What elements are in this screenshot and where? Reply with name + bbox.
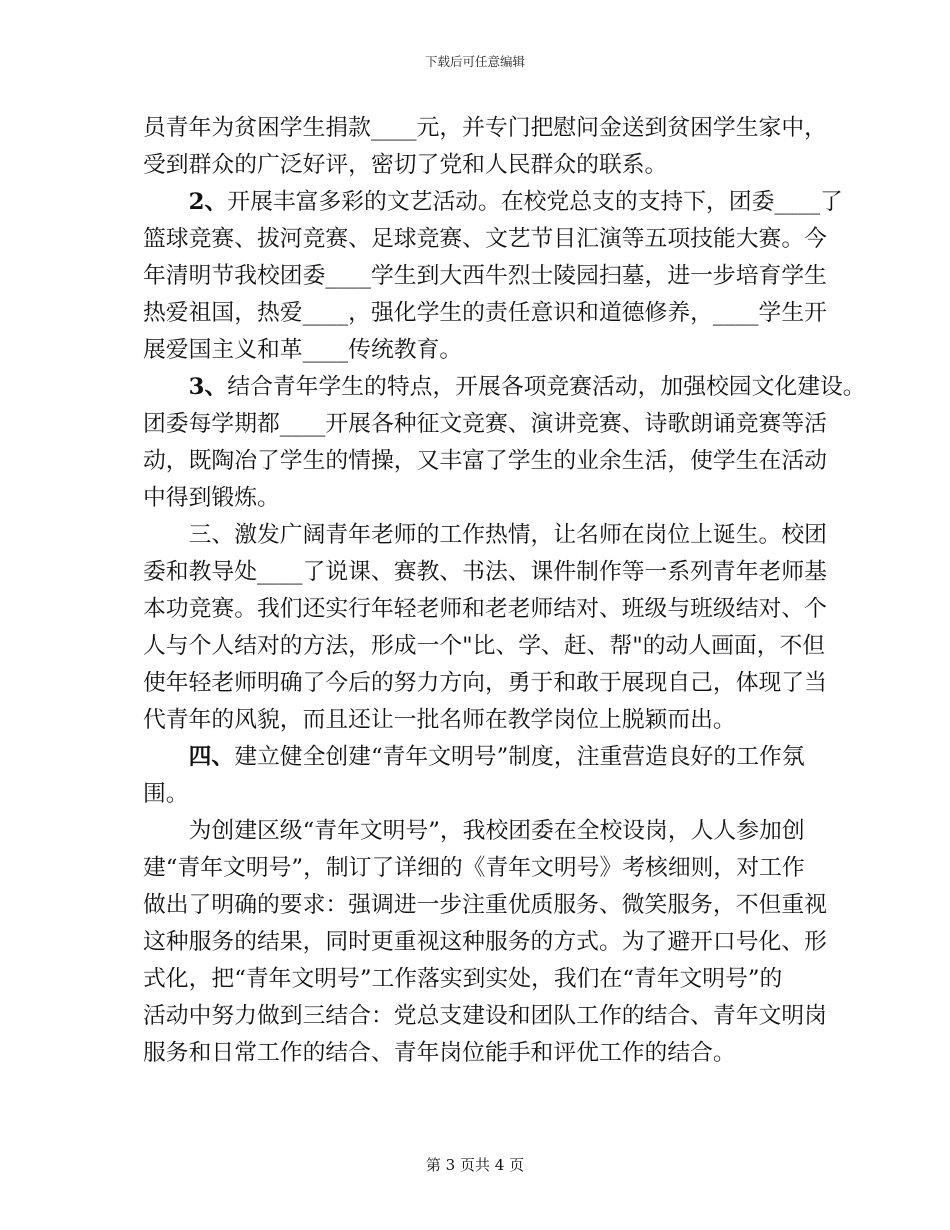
text-line: 建立健全创建“青年文明号”制度，注重营造良好的工作氛 [234, 744, 805, 770]
page-number: 第 3 页共 4 页 [425, 1156, 525, 1174]
text-line: 这种服务的结果，同时更重视这种服务的方式。为了避开口号化、形 [143, 929, 827, 955]
text-line: 员青年为贫困学生捐款____元，并专门把慰问金送到贫困学生家中， [143, 115, 827, 141]
text-line: 开展丰富多彩的文艺活动。在校党总支的支持下，团委____了 [227, 189, 843, 215]
text-line: 人与个人结对的方法，形成一个"比、学、赶、帮"的动人画面，不但 [143, 633, 826, 659]
paragraph-youth-civilization [143, 813, 903, 1072]
text-line: 建“青年文明号”，制订了详细的《青年文明号》考核细则，对工作 [143, 855, 805, 881]
text-line: 为创建区级“青年文明号”，我校团委在全校设岗，人人参加创 [188, 818, 805, 844]
text-line: 团委每学期都____开展各种征文竞赛、演讲竞赛、诗歌朗诵竞赛等活 [143, 411, 827, 437]
text-line: 本功竞赛。我们还实行年轻老师和老老师结对、班级与班级结对、个 [143, 596, 827, 622]
text-line: 委和教导处____了说课、赛教、书法、课件制作等一系列青年老师基 [143, 559, 827, 585]
paragraph-first-line [143, 369, 903, 406]
text-line: 动，既陶冶了学生的情操，又丰富了学生的业余生活，使学生在活动 [143, 448, 827, 474]
section-number: 2、 [188, 189, 228, 215]
paragraph-continued [143, 110, 903, 184]
text-line: 活动中努力做到三结合：党总支建设和团队工作的结合、青年文明岗 [143, 1003, 827, 1029]
text-line: 篮球竞赛、拔河竞赛、足球竞赛、文艺节目汇演等五项技能大赛。今 [143, 226, 827, 252]
section-three [143, 517, 903, 739]
text-line: 使年轻老师明确了今后的努力方向，勇于和敢于展现自己，体现了当 [143, 670, 827, 696]
paragraph-item-2 [143, 184, 903, 369]
paragraph-first-line [143, 184, 903, 221]
text-line: 展爱国主义和革____传统教育。 [143, 337, 463, 363]
text-line: 围。 [143, 781, 189, 807]
text-line: 受到群众的广泛好评，密切了党和人民群众的联系。 [143, 152, 668, 178]
paragraph-item-3 [143, 369, 903, 517]
document-body [143, 110, 903, 1072]
text-line: 服务和日常工作的结合、青年岗位能手和评优工作的结合。 [143, 1040, 736, 1066]
text-line: 年清明节我校团委____学生到大西牛烈士陵园扫墓，进一步培育学生 [143, 263, 827, 289]
text-line: 代青年的风貌，而且还让一批名师在教学岗位上脱颖而出。 [143, 707, 736, 733]
paragraph-first-line [143, 517, 903, 554]
section-number: 三、 [188, 522, 235, 548]
text-line: 结合青年学生的特点，开展各项竞赛活动，加强校园文化建设。 [227, 374, 866, 400]
text-line: 中得到锻炼。 [143, 485, 280, 511]
section-number: 四、 [188, 744, 235, 770]
text-line: 热爱祖国，热爱____，强化学生的责任意识和道德修养，____学生开 [143, 300, 827, 326]
section-heading-line [143, 739, 903, 776]
section-four [143, 739, 903, 813]
text-line: 激发广阔青年老师的工作热情，让名师在岗位上诞生。校团 [234, 522, 827, 548]
page-header: 下载后可任意编辑 [424, 54, 525, 69]
section-number: 3、 [188, 374, 228, 400]
text-line: 式化，把“青年文明号”工作落实到实处，我们在“青年文明号”的 [143, 966, 783, 992]
text-line: 做出了明确的要求：强调进一步注重优质服务、微笑服务，不但重视 [143, 892, 827, 918]
